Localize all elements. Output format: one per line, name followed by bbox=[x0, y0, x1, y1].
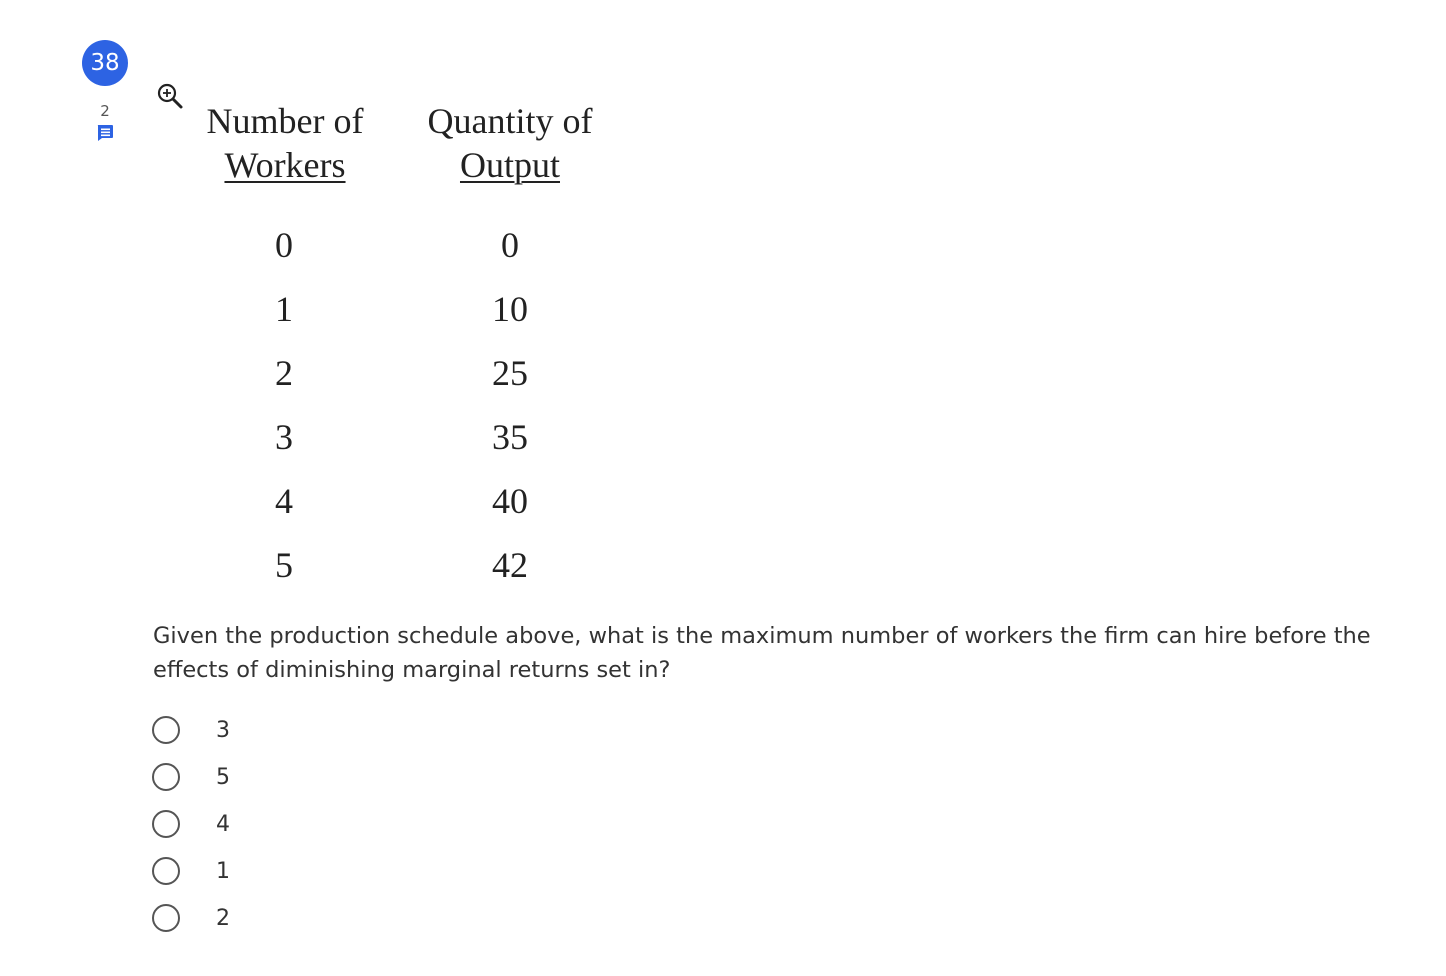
radio-button[interactable] bbox=[152, 857, 180, 885]
cell-workers: 4 bbox=[275, 481, 293, 521]
radio-button[interactable] bbox=[152, 904, 180, 932]
column-header-line1: Quantity of bbox=[427, 101, 593, 141]
answer-option-label: 4 bbox=[216, 812, 230, 837]
answer-option-3[interactable] bbox=[152, 716, 352, 750]
question-prompt: Given the production schedule above, what is the maximum number of workers the firm can hire before the effects of diminishing marginal returns set in? bbox=[153, 623, 1371, 683]
cell-output: 42 bbox=[492, 545, 528, 585]
cell-output: 0 bbox=[501, 225, 519, 265]
question-number-badge: 38 bbox=[82, 40, 128, 86]
cell-workers: 1 bbox=[275, 289, 293, 329]
column-header-output bbox=[410, 99, 610, 187]
answer-option-label: 3 bbox=[216, 718, 230, 743]
answer-option-label: 5 bbox=[216, 765, 230, 790]
column-header-line2: Workers bbox=[224, 145, 346, 185]
radio-button[interactable] bbox=[152, 763, 180, 791]
cell-output: 35 bbox=[492, 417, 528, 457]
answer-option-4[interactable] bbox=[152, 810, 352, 844]
cell-output: 25 bbox=[492, 353, 528, 393]
cell-workers: 0 bbox=[275, 225, 293, 265]
cell-workers: 2 bbox=[275, 353, 293, 393]
cell-workers: 5 bbox=[275, 545, 293, 585]
answer-option-5[interactable] bbox=[152, 763, 352, 797]
answer-option-2[interactable] bbox=[152, 904, 352, 938]
answer-option-1[interactable] bbox=[152, 857, 352, 891]
cell-workers: 3 bbox=[275, 417, 293, 457]
question-points: 2 bbox=[100, 102, 110, 120]
cell-output: 40 bbox=[492, 481, 528, 521]
cell-output: 10 bbox=[492, 289, 528, 329]
radio-button[interactable] bbox=[152, 716, 180, 744]
answer-option-label: 2 bbox=[216, 906, 230, 931]
column-header-workers bbox=[180, 99, 390, 187]
comment-icon[interactable] bbox=[96, 124, 114, 142]
radio-button[interactable] bbox=[152, 810, 180, 838]
column-header-line1: Number of bbox=[206, 101, 364, 141]
answer-option-label: 1 bbox=[216, 859, 230, 884]
column-header-line2: Output bbox=[459, 145, 560, 185]
